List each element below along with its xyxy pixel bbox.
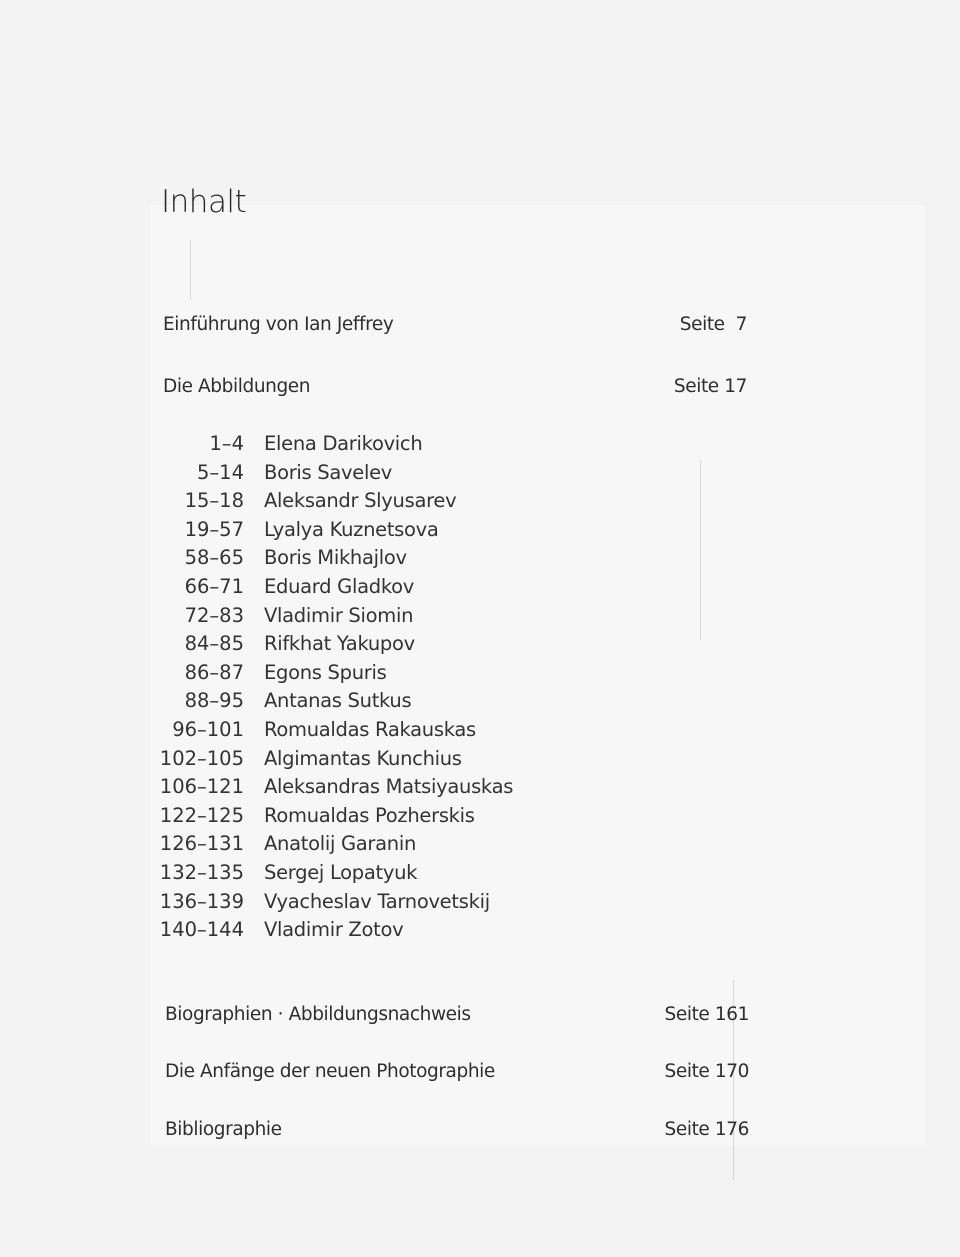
photographer-name: Boris Mikhajlov bbox=[264, 546, 407, 570]
plate-entry bbox=[150, 461, 570, 490]
plate-range: 84–85 bbox=[184, 632, 244, 656]
plate-range: 96–101 bbox=[172, 717, 244, 741]
plate-entry bbox=[150, 775, 570, 804]
photographer-name: Aleksandras Matsiyauskas bbox=[264, 775, 514, 799]
photographer-name: Egons Spuris bbox=[264, 660, 387, 684]
photographer-name: Elena Darikovich bbox=[264, 432, 423, 455]
plate-entry bbox=[150, 546, 570, 575]
photographer-name: Eduard Gladkov bbox=[264, 574, 414, 598]
plate-entry bbox=[150, 832, 570, 861]
plate-entry bbox=[150, 661, 570, 690]
photographer-name: Sergej Lopatyuk bbox=[264, 860, 418, 884]
plate-range: 86–87 bbox=[184, 660, 244, 684]
photographer-name: Algimantas Kunchius bbox=[264, 746, 462, 770]
plate-range: 140–144 bbox=[159, 918, 244, 942]
plate-entry bbox=[150, 718, 570, 747]
photographer-name: Vladimir Siomin bbox=[264, 603, 414, 627]
toc-entry-label: Biographien · Abbildungsnachweis bbox=[165, 1004, 471, 1025]
plate-entry bbox=[150, 632, 570, 661]
photographer-name: Vladimir Zotov bbox=[264, 918, 404, 942]
photographer-name: Anatolij Garanin bbox=[264, 832, 417, 856]
plate-entry bbox=[150, 518, 570, 547]
toc-entry-label: Bibliographie bbox=[165, 1119, 282, 1140]
plate-entry bbox=[150, 604, 570, 633]
plate-entry bbox=[150, 918, 570, 947]
toc-entry-page: Seite 170 bbox=[664, 1061, 749, 1082]
paper-scratch bbox=[700, 460, 701, 640]
plate-entry bbox=[150, 861, 570, 890]
plate-range: 122–125 bbox=[159, 803, 244, 827]
plate-range: 72–83 bbox=[184, 603, 244, 627]
toc-entry-label: Die Abbildungen bbox=[163, 376, 311, 397]
plate-entry bbox=[150, 890, 570, 919]
plate-range: 5–14 bbox=[197, 460, 244, 484]
toc-entry-page: Seite 7 bbox=[679, 314, 747, 335]
plate-range: 136–139 bbox=[159, 889, 244, 913]
plate-range: 1–4 bbox=[209, 432, 244, 455]
plate-range: 88–95 bbox=[184, 689, 244, 713]
plate-entry bbox=[150, 575, 570, 604]
page-title: Inhalt bbox=[161, 184, 247, 220]
photographer-name: Rifkhat Yakupov bbox=[264, 632, 415, 656]
toc-entry-page: Seite 161 bbox=[664, 1004, 749, 1025]
plate-range: 132–135 bbox=[159, 860, 244, 884]
photographer-name: Romualdas Rakauskas bbox=[264, 717, 476, 741]
toc-entry-label: Einführung von Ian Jeffrey bbox=[163, 314, 394, 335]
photographer-name: Antanas Sutkus bbox=[264, 689, 412, 713]
plate-range: 106–121 bbox=[159, 775, 244, 799]
plate-range: 126–131 bbox=[159, 832, 244, 856]
toc-entry-page: Seite 17 bbox=[673, 376, 747, 397]
plate-entry bbox=[150, 489, 570, 518]
toc-entry-label: Die Anfänge der neuen Photographie bbox=[165, 1061, 495, 1082]
plate-range: 15–18 bbox=[184, 489, 244, 513]
plate-range: 19–57 bbox=[184, 517, 244, 541]
plate-range: 66–71 bbox=[184, 574, 244, 598]
plate-list bbox=[150, 432, 570, 947]
photographer-name: Romualdas Pozherskis bbox=[264, 803, 475, 827]
photographer-name: Boris Savelev bbox=[264, 460, 393, 484]
toc-entry-page: Seite 176 bbox=[664, 1119, 749, 1140]
photographer-name: Lyalya Kuznetsova bbox=[264, 517, 439, 541]
paper-scratch bbox=[190, 240, 191, 300]
plate-entry bbox=[150, 689, 570, 718]
plate-entry bbox=[150, 432, 570, 461]
plate-entry bbox=[150, 804, 570, 833]
plate-range: 58–65 bbox=[184, 546, 244, 570]
plate-entry bbox=[150, 747, 570, 776]
photographer-name: Aleksandr Slyusarev bbox=[264, 489, 457, 513]
plate-range: 102–105 bbox=[159, 746, 244, 770]
photographer-name: Vyacheslav Tarnovetskij bbox=[264, 889, 490, 913]
